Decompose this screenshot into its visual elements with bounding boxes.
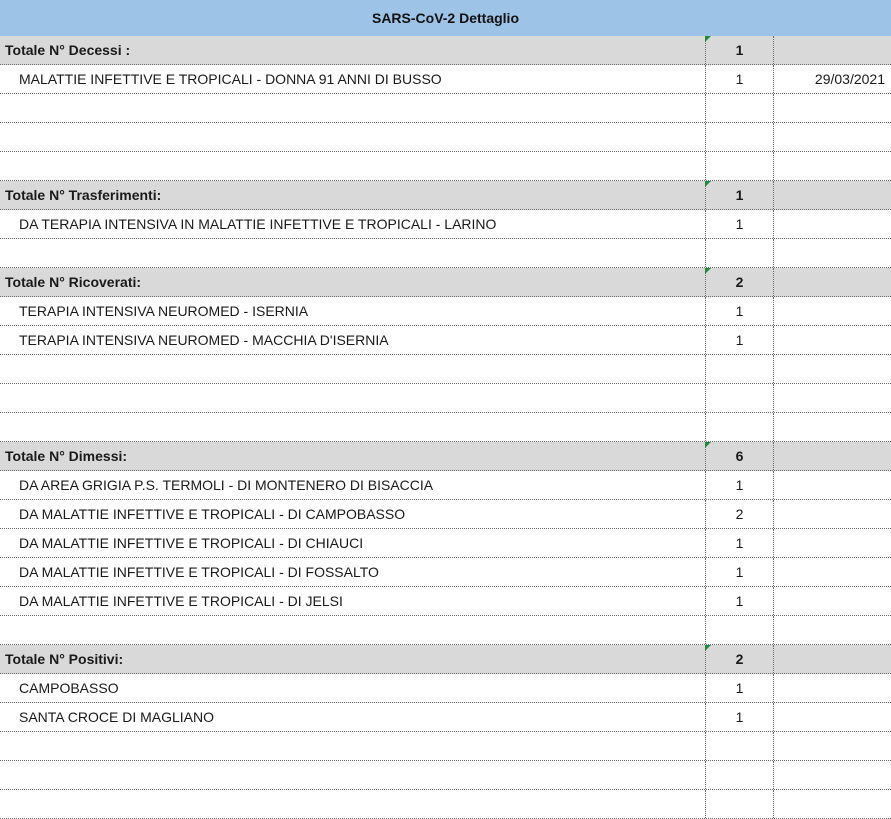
section-total[interactable]: 1 <box>705 36 773 64</box>
empty-row <box>0 616 891 645</box>
empty-cell[interactable] <box>0 355 705 383</box>
cell-comment-flag-icon <box>705 645 711 651</box>
empty-row <box>0 94 891 123</box>
item-date[interactable] <box>773 500 891 528</box>
empty-cell[interactable] <box>773 616 891 644</box>
section-date-cell[interactable] <box>773 268 891 296</box>
empty-cell[interactable] <box>705 123 773 151</box>
empty-cell[interactable] <box>773 239 891 267</box>
cell-comment-flag-icon <box>705 268 711 274</box>
section-date-cell[interactable] <box>773 442 891 470</box>
item-count[interactable]: 1 <box>705 529 773 557</box>
empty-row <box>0 790 891 819</box>
item-count[interactable]: 1 <box>705 326 773 354</box>
section-total[interactable]: 2 <box>705 645 773 673</box>
item-date[interactable] <box>773 558 891 586</box>
data-row <box>0 674 891 703</box>
data-row <box>0 703 891 732</box>
section-total[interactable]: 2 <box>705 268 773 296</box>
item-date[interactable] <box>773 297 891 325</box>
empty-row <box>0 384 891 413</box>
item-count[interactable]: 1 <box>705 471 773 499</box>
item-label[interactable]: DA MALATTIE INFETTIVE E TROPICALI - DI JELSI <box>19 593 343 609</box>
empty-cell[interactable] <box>0 152 705 180</box>
item-label[interactable]: MALATTIE INFETTIVE E TROPICALI - DONNA 91 ANNI DI BUSSO <box>19 71 442 87</box>
data-row <box>0 500 891 529</box>
item-count[interactable]: 1 <box>705 558 773 586</box>
item-label[interactable]: DA TERAPIA INTENSIVA IN MALATTIE INFETTIVE E TROPICALI - LARINO <box>19 216 497 232</box>
section-header-row <box>0 645 891 674</box>
item-label[interactable]: TERAPIA INTENSIVA NEUROMED - ISERNIA <box>19 303 309 319</box>
empty-cell[interactable] <box>705 616 773 644</box>
empty-cell[interactable] <box>0 790 705 818</box>
empty-cell[interactable] <box>705 790 773 818</box>
empty-cell[interactable] <box>0 616 705 644</box>
section-label[interactable]: Totale N° Ricoverati: <box>5 274 142 290</box>
section-date-cell[interactable] <box>773 645 891 673</box>
item-label[interactable]: DA MALATTIE INFETTIVE E TROPICALI - DI CAMPOBASSO <box>19 506 406 522</box>
section-header-row <box>0 268 891 297</box>
item-date[interactable]: 29/03/2021 <box>773 65 891 93</box>
item-date[interactable] <box>773 703 891 731</box>
item-count[interactable]: 1 <box>705 297 773 325</box>
item-count[interactable]: 1 <box>705 65 773 93</box>
section-date-cell[interactable] <box>773 36 891 64</box>
item-count[interactable]: 1 <box>705 674 773 702</box>
section-header-row <box>0 36 891 65</box>
section-label[interactable]: Totale N° Dimessi: <box>5 448 128 464</box>
section-label[interactable]: Totale N° Decessi : <box>5 42 131 58</box>
section-date-cell[interactable] <box>773 181 891 209</box>
empty-cell[interactable] <box>773 384 891 412</box>
empty-cell[interactable] <box>0 239 705 267</box>
empty-cell[interactable] <box>705 152 773 180</box>
item-count[interactable]: 2 <box>705 500 773 528</box>
item-label[interactable]: TERAPIA INTENSIVA NEUROMED - MACCHIA D'ISERNIA <box>19 332 389 348</box>
data-row <box>0 471 891 500</box>
empty-cell[interactable] <box>705 94 773 122</box>
empty-cell[interactable] <box>773 732 891 760</box>
item-label[interactable]: CAMPOBASSO <box>19 680 119 696</box>
empty-cell[interactable] <box>773 790 891 818</box>
item-label[interactable]: SANTA CROCE DI MAGLIANO <box>19 709 214 725</box>
item-date[interactable] <box>773 674 891 702</box>
empty-cell[interactable] <box>773 123 891 151</box>
empty-cell[interactable] <box>0 413 705 441</box>
empty-cell[interactable] <box>705 239 773 267</box>
section-header-row <box>0 442 891 471</box>
empty-cell[interactable] <box>773 152 891 180</box>
data-row <box>0 558 891 587</box>
section-label[interactable]: Totale N° Positivi: <box>5 651 124 667</box>
section-header-row <box>0 181 891 210</box>
cell-comment-flag-icon <box>705 36 711 42</box>
cell-comment-flag-icon <box>705 181 711 187</box>
sheet-title: SARS-CoV-2 Dettaglio <box>0 0 891 37</box>
empty-row <box>0 239 891 268</box>
empty-cell[interactable] <box>705 413 773 441</box>
item-label[interactable]: DA MALATTIE INFETTIVE E TROPICALI - DI CHIAUCI <box>19 535 364 551</box>
cell-comment-flag-icon <box>705 442 711 448</box>
data-row <box>0 65 891 94</box>
empty-cell[interactable] <box>0 94 705 122</box>
item-date[interactable] <box>773 471 891 499</box>
item-date[interactable] <box>773 326 891 354</box>
section-label[interactable]: Totale N° Trasferimenti: <box>5 187 162 203</box>
data-row <box>0 587 891 616</box>
empty-cell[interactable] <box>705 384 773 412</box>
empty-cell[interactable] <box>705 732 773 760</box>
item-date[interactable] <box>773 529 891 557</box>
empty-cell[interactable] <box>705 761 773 789</box>
empty-cell[interactable] <box>773 94 891 122</box>
empty-row <box>0 355 891 384</box>
empty-row <box>0 761 891 790</box>
empty-cell[interactable] <box>705 355 773 383</box>
item-count[interactable]: 1 <box>705 587 773 615</box>
empty-row <box>0 413 891 442</box>
item-count[interactable]: 1 <box>705 210 773 238</box>
item-label[interactable]: DA MALATTIE INFETTIVE E TROPICALI - DI FOSSALTO <box>19 564 379 580</box>
section-total[interactable]: 6 <box>705 442 773 470</box>
empty-cell[interactable] <box>0 123 705 151</box>
item-date[interactable] <box>773 587 891 615</box>
item-label[interactable]: DA AREA GRIGIA P.S. TERMOLI - DI MONTENERO DI BISACCIA <box>19 477 434 493</box>
section-total[interactable]: 1 <box>705 181 773 209</box>
empty-row <box>0 123 891 152</box>
data-row <box>0 326 891 355</box>
empty-row <box>0 152 891 181</box>
empty-cell[interactable] <box>773 761 891 789</box>
empty-cell[interactable] <box>0 732 705 760</box>
data-row <box>0 210 891 239</box>
empty-cell[interactable] <box>0 384 705 412</box>
data-row <box>0 297 891 326</box>
empty-row <box>0 732 891 761</box>
data-row <box>0 529 891 558</box>
empty-cell[interactable] <box>0 761 705 789</box>
item-count[interactable]: 1 <box>705 703 773 731</box>
empty-cell[interactable] <box>773 413 891 441</box>
empty-cell[interactable] <box>773 355 891 383</box>
item-date[interactable] <box>773 210 891 238</box>
